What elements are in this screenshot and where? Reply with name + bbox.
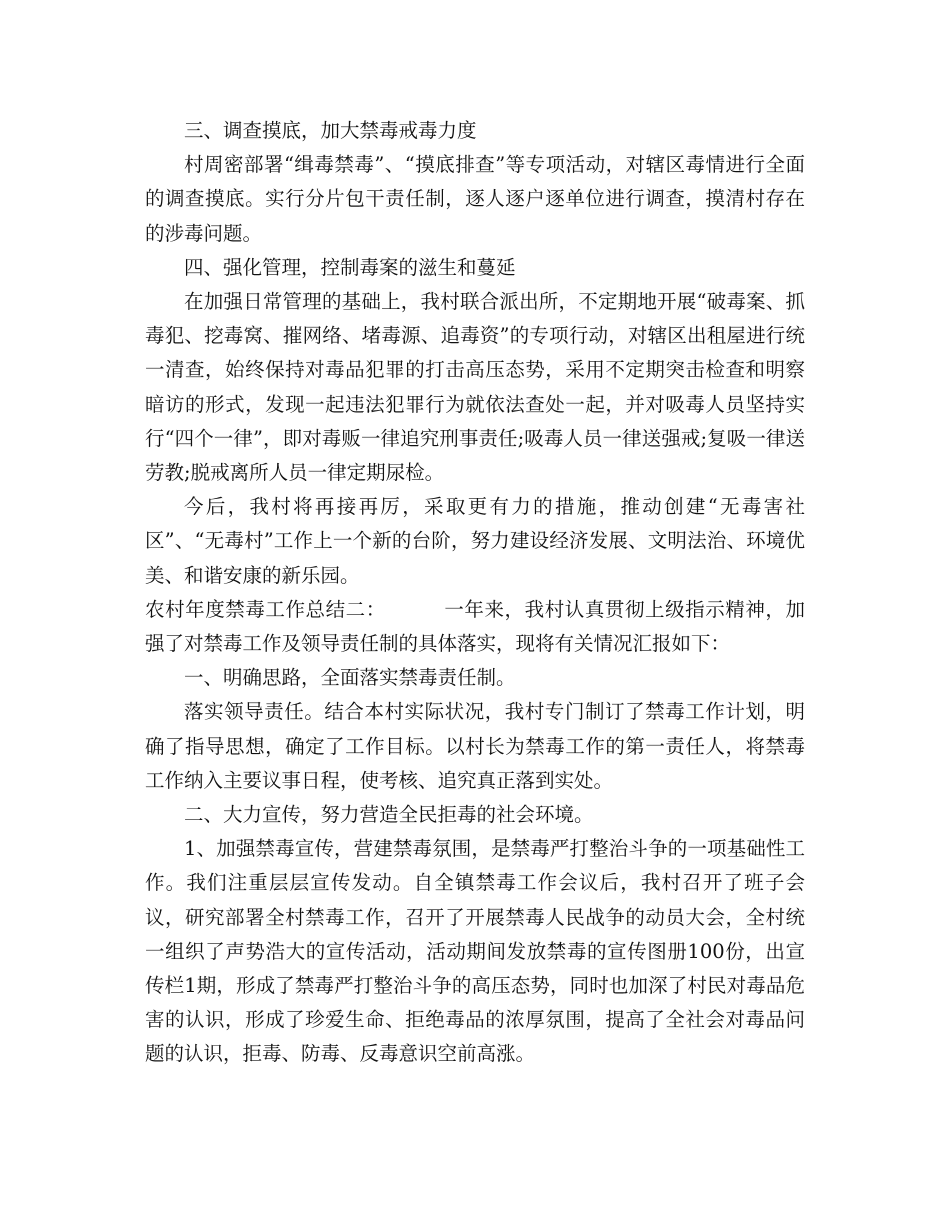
summary-two-intro: 一年来，我村认真贯彻上级指示精神，加强了对禁毒工作及领导责任制的具体落实，现将有关情况汇报如下： (145, 597, 805, 656)
body-paragraph: 1、加强禁毒宣传，营建禁毒氛围，是禁毒严打整治斗争的一项基础性工作。我们注重层层宣传发动。自全镇禁毒工作会议后，我村召开了班子会议，研究部署全村禁毒工作，召开了开展禁毒人民战争的动员大会，全村统一组织了声势浩大的宣传活动，活动期间发放禁毒的宣传图册100份，出宣传栏1期，形成了禁毒严打整治斗争的高压态势，同时也加深了村民对毒品危害的认识，形成了珍爱生命、拒绝毒品的浓厚氛围，提高了全社会对毒品问题的认识，拒毒、防毒、反毒意识空前高涨。 (145, 837, 805, 1066)
summary-two-paragraph (145, 593, 805, 661)
summary-two-title: 农村年度禁毒工作总结二： (145, 597, 386, 621)
body-paragraph: 今后，我村将再接再厉，采取更有力的措施，推动创建“无毒害社区”、“无毒村”工作上一个新的台阶，努力建设经济发展、文明法治、环境优美、和谐安康的新乐园。 (145, 495, 805, 587)
body-paragraph: 村周密部署“缉毒禁毒”、“摸底排查”等专项活动，对辖区毒情进行全面的调查摸底。实行分片包干责任制，逐人逐户逐单位进行调查，摸清村存在的涉毒问题。 (145, 153, 805, 245)
section-heading-2: 二、大力宣传，努力营造全民拒毒的社会环境。 (184, 803, 594, 827)
section-heading-4: 四、强化管理，控制毒案的滋生和蔓延 (184, 255, 516, 279)
section-heading-3: 三、调查摸底，加大禁毒戒毒力度 (184, 119, 477, 142)
body-paragraph: 在加强日常管理的基础上，我村联合派出所，不定期地开展“破毒案、抓毒犯、挖毒窝、摧网络、堵毒源、追毒资”的专项行动，对辖区出租屋进行统一清查，始终保持对毒品犯罪的打击高压态势，采用不定期突击检查和明察暗访的形式，发现一起违法犯罪行为就依法查处一起，并对吸毒人员坚持实行“四个一律”，即对毒贩一律追究刑事责任;吸毒人员一律送强戒;复吸一律送劳教;脱戒离所人员一律定期尿检。 (145, 290, 805, 485)
document-body (145, 114, 805, 1072)
body-paragraph: 落实领导责任。结合本村实际状况，我村专门制订了禁毒工作计划，明确了指导思想，确定了工作目标。以村长为禁毒工作的第一责任人，将禁毒工作纳入主要议事日程，使考核、追究真正落到实处。 (145, 700, 805, 792)
section-heading-1: 一、明确思路，全面落实禁毒责任制。 (184, 666, 516, 690)
